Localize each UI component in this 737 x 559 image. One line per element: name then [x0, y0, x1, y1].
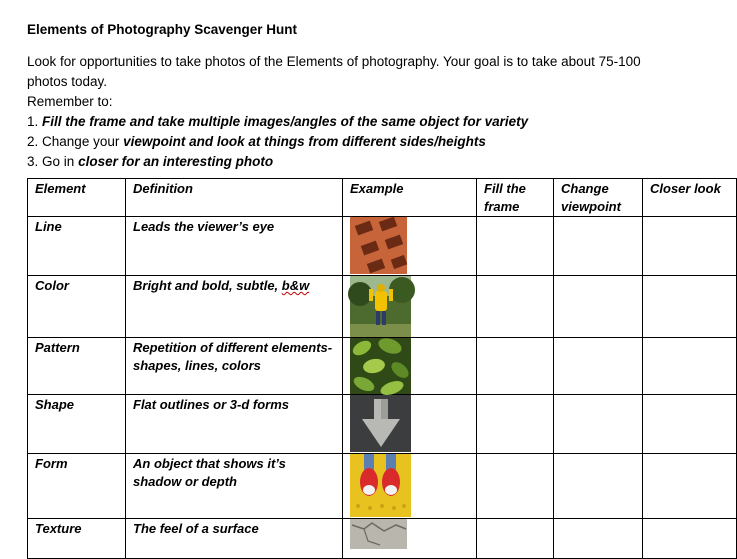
arrow-asphalt-photo [350, 395, 411, 452]
fill-frame-cell[interactable] [477, 338, 554, 395]
intro-paragraph: Look for opportunities to take photos of the Elements of photography. Your goal is to take about 75-100 photos today. [27, 54, 641, 89]
change-viewpoint-cell[interactable] [554, 395, 643, 454]
closer-look-cell[interactable] [643, 454, 737, 519]
instructions [27, 52, 657, 172]
example-cell [343, 338, 477, 395]
definition-cell: Flat outlines or 3-d forms [126, 395, 343, 454]
element-cell: Color [28, 276, 126, 338]
closer-look-cell[interactable] [643, 395, 737, 454]
scavenger-hunt-table [27, 178, 737, 559]
header-definition: Definition [126, 179, 343, 217]
example-cell [343, 395, 477, 454]
bricks-photo [350, 217, 407, 274]
closer-look-cell[interactable] [643, 276, 737, 338]
leaves-photo [350, 338, 411, 394]
table-row [28, 454, 737, 519]
document-title: Elements of Photography Scavenger Hunt [27, 22, 298, 37]
cracked-surface-photo [350, 519, 407, 549]
table-row [28, 217, 737, 276]
example-cell [343, 454, 477, 519]
table-row [28, 395, 737, 454]
table-row [28, 519, 737, 559]
header-element: Element [28, 179, 126, 217]
definition-cell: The feel of a surface [126, 519, 343, 559]
tip-2: 2. Change your viewpoint and look at things from different sides/heights [27, 134, 486, 149]
person-yellow-raincoat-photo [350, 276, 411, 337]
fill-frame-cell[interactable] [477, 276, 554, 338]
table-row [28, 276, 737, 338]
tip-1: 1. Fill the frame and take multiple images/angles of the same object for variety [27, 114, 529, 129]
example-cell [343, 276, 477, 338]
spellcheck-flag: b&w [281, 278, 310, 293]
definition-cell: Bright and bold, subtle, b&w [126, 276, 343, 338]
table-header-row [28, 179, 737, 217]
fill-frame-cell[interactable] [477, 217, 554, 276]
change-viewpoint-cell[interactable] [554, 276, 643, 338]
example-cell [343, 519, 477, 559]
definition-cell: Leads the viewer’s eye [126, 217, 343, 276]
element-cell: Pattern [28, 338, 126, 395]
table-row [28, 338, 737, 395]
closer-look-cell[interactable] [643, 338, 737, 395]
fill-frame-cell[interactable] [477, 454, 554, 519]
definition-cell: Repetition of different elements- shapes, lines, colors [126, 338, 343, 395]
header-closer-look: Closer look [643, 179, 737, 217]
element-cell: Line [28, 217, 126, 276]
red-shoes-photo [350, 454, 411, 517]
element-cell: Form [28, 454, 126, 519]
remember-label: Remember to: [27, 94, 113, 109]
definition-cell: An object that shows it’s shadow or depth [126, 454, 343, 519]
header-example: Example [343, 179, 477, 217]
example-cell [343, 217, 477, 276]
change-viewpoint-cell[interactable] [554, 338, 643, 395]
header-change-viewpoint: Change viewpoint [554, 179, 643, 217]
tip-3: 3. Go in closer for an interesting photo [27, 154, 274, 169]
closer-look-cell[interactable] [643, 217, 737, 276]
change-viewpoint-cell[interactable] [554, 217, 643, 276]
closer-look-cell[interactable] [643, 519, 737, 559]
change-viewpoint-cell[interactable] [554, 519, 643, 559]
header-fill-the-frame: Fill the frame [477, 179, 554, 217]
change-viewpoint-cell[interactable] [554, 454, 643, 519]
element-cell: Shape [28, 395, 126, 454]
fill-frame-cell[interactable] [477, 395, 554, 454]
element-cell: Texture [28, 519, 126, 559]
fill-frame-cell[interactable] [477, 519, 554, 559]
